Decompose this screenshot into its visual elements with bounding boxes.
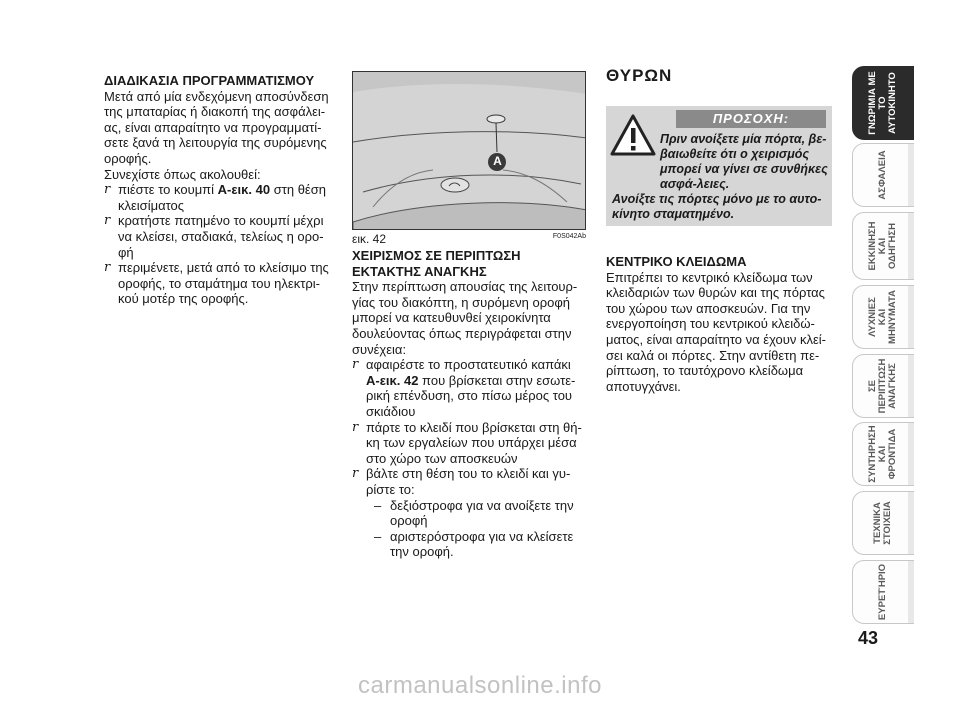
warning-box <box>606 106 832 226</box>
list-text: πιέστε το κουμπί <box>118 182 218 198</box>
section-title: ΘΥΡΩΝ <box>606 66 673 85</box>
chapter-tab[interactable] <box>852 560 914 624</box>
emergency-intro: Στην περίπτωση απουσίας της λειτουρ-γίας του διακόπτη, η συρόμενη οροφή μπορεί να κατευθυνθεί χειροκίνητα δουλεύοντας όπως περιγράφεται στην συνέχεια: <box>352 279 578 357</box>
warning-line-2: Ανοίξτε τις πόρτες μόνο με το αυτο-κίνητο σταματημένο. <box>612 192 822 221</box>
central-locking-heading: ΚΕΝΤΡΙΚΟ ΚΛΕΙΔΩΜΑ <box>606 254 747 269</box>
list-text: περιμένετε, μετά από το κλείσιμο της οροφής, το σταμάτημα του ηλεκτρι-κού μοτέρ της οροφής. <box>118 260 329 307</box>
tab-edge <box>908 286 914 348</box>
list-text: βάλτε στη θέση του το κλειδί και γυ-ρίστε το: <box>366 466 571 497</box>
chapter-tab-label: ΛΥΧΝΙΕΣ ΚΑΙ ΜΗΝΥΜΑΤΑ <box>867 290 898 344</box>
roof-illustration-drawing <box>353 72 586 230</box>
page-number: 43 <box>858 628 879 648</box>
chapter-tab-label: ΕΥΡΕΤΉΡΙΟ <box>877 563 888 621</box>
list-item <box>352 420 584 467</box>
bullet-marker: r <box>104 182 111 198</box>
bullet-marker: r <box>104 260 111 276</box>
emergency-heading-line2: ΕΚΤΑΚΤΗΣ ΑΝΑΓΚΗΣ <box>352 263 487 279</box>
list-text: κρατήστε πατημένο το κουμπί μέχρι να κλείσει, σταδιακά, τελείως η ορο-φή <box>118 213 324 260</box>
chapter-tab[interactable] <box>852 66 914 140</box>
figure-code: F0S042Ab <box>552 233 586 240</box>
chapter-tab-label: ΕΚΚΙΝΗΣΗ ΚΑΙ ΟΔΗΓΗΣΗ <box>867 221 898 271</box>
tab-edge <box>908 561 914 623</box>
central-locking-text: Επιτρέπει το κεντρικό κλείδωμα των κλειδαριών των θυρών και της πόρτας του χώρου των αποσκευών. Για την ενεργοποίηση του κεντρικού κλειδώ-ματος, είναι απαραίτητο να έχουν κλεί-σει καλά οι πόρτες. Στην αντίθετη πε-ρίπτωση, το ταυτόχρονο κλείδωμα αποτυγχάνει. <box>606 269 827 394</box>
central-locking-section <box>606 254 832 394</box>
list-item <box>104 260 336 307</box>
list-text: αφαιρέστε το προστατευτικό καπάκι <box>366 357 571 373</box>
tab-edge <box>908 213 914 279</box>
chapter-tab[interactable] <box>852 212 914 280</box>
emergency-heading-line1: ΧΕΙΡΙΣΜΟΣ ΣΕ ΠΕΡΙΠΤΩΣΗ <box>352 248 521 263</box>
sub-list-item <box>352 498 584 529</box>
list-item <box>104 182 336 213</box>
figure-reference: A-εικ. 42 <box>366 372 419 388</box>
chapter-tab-label: ΑΣΦΑΛΕΙΑ <box>877 150 888 200</box>
tab-edge <box>908 144 914 206</box>
figure-marker-label: A <box>493 154 502 168</box>
figure-reference: A-εικ. 40 <box>217 182 271 198</box>
chapter-tab-label: ΣΕ ΠΕΡΙΠΤΩΣΗ ΑΝΑΓΚΗΣ <box>867 358 898 414</box>
tab-edge <box>908 355 914 417</box>
chapter-tab-label: ΤΕΧΝΙΚΑ ΣΤΟΙΧΕΙΑ <box>872 501 893 545</box>
dash-marker: – <box>374 497 382 513</box>
list-text: αριστερόστροφα για να κλείσετε την οροφή. <box>390 528 574 560</box>
list-item <box>352 357 584 419</box>
bullet-marker: r <box>104 213 111 229</box>
bullet-marker: r <box>352 357 359 373</box>
sub-list-item <box>352 529 584 560</box>
figure-caption-label: εικ. 42 <box>352 232 387 246</box>
list-item <box>352 466 584 497</box>
tab-edge <box>908 423 914 485</box>
bullet-marker: r <box>352 466 359 482</box>
list-text: δεξιόστροφα για να ανοίξετε την οροφή <box>390 497 574 529</box>
list-text: πάρτε το κλειδί που βρίσκεται στη θή-κη των εργαλείων που υπάρχει μέσα στο χώρο των αποσκευών <box>366 419 582 466</box>
bullet-marker: r <box>352 419 359 435</box>
watermark: carmanualsonline.info <box>358 672 602 699</box>
warning-text <box>612 132 828 222</box>
chapter-tab-label: ΓΝΩΡΙΜΙΑ ΜΕ ΤΟ ΑΥΤΟΚΙΝΗΤΟ <box>867 71 898 135</box>
programming-heading: ΔΙΑΔΙΚΑΣΙΑ ΠΡΟΓΡΑΜΜΑΤΙΣΜΟΥ <box>104 73 315 88</box>
dash-marker: – <box>374 528 382 544</box>
tab-edge <box>908 492 914 554</box>
chapter-tab[interactable] <box>852 354 914 418</box>
list-text: στη θέση κλεισίματος <box>118 182 326 213</box>
programming-procedure-section <box>104 73 336 307</box>
programming-continue: Συνεχίστε όπως ακολουθεί: <box>104 166 261 182</box>
chapter-tab[interactable] <box>852 285 914 349</box>
warning-heading: ΠΡΟΣΟΧΗ: <box>676 110 826 128</box>
emergency-operation-section <box>352 248 584 560</box>
programming-intro: Μετά από μία ενδεχόμενη αποσύνδεση της μπαταρίας ή διακοπή της ασφάλει-ας, είναι απαραίτητο να προγραμματί-σετε ξανά τη λειτουργία της συρόμενης οροφής. <box>104 88 329 166</box>
chapter-tab[interactable] <box>852 422 914 486</box>
roof-illustration <box>352 71 586 230</box>
list-item <box>104 213 336 260</box>
warning-line-1: Πριν ανοίξετε μία πόρτα, βε-βαιωθείτε ότι ο χειρισμός μπορεί να γίνει σε συνθήκες ασφά-λειες. <box>660 132 828 191</box>
chapter-tab[interactable] <box>852 143 914 207</box>
list-text: που βρίσκεται στην εσωτε-ρική επένδυση, στο πίσω μέρος του σκιάδιου <box>366 372 576 419</box>
chapter-tab[interactable] <box>852 491 914 555</box>
chapter-tab-label: ΣΥΝΤΗΡΗΣΗ ΚΑΙ ΦΡΟΝΤΙΔΑ <box>867 425 898 483</box>
